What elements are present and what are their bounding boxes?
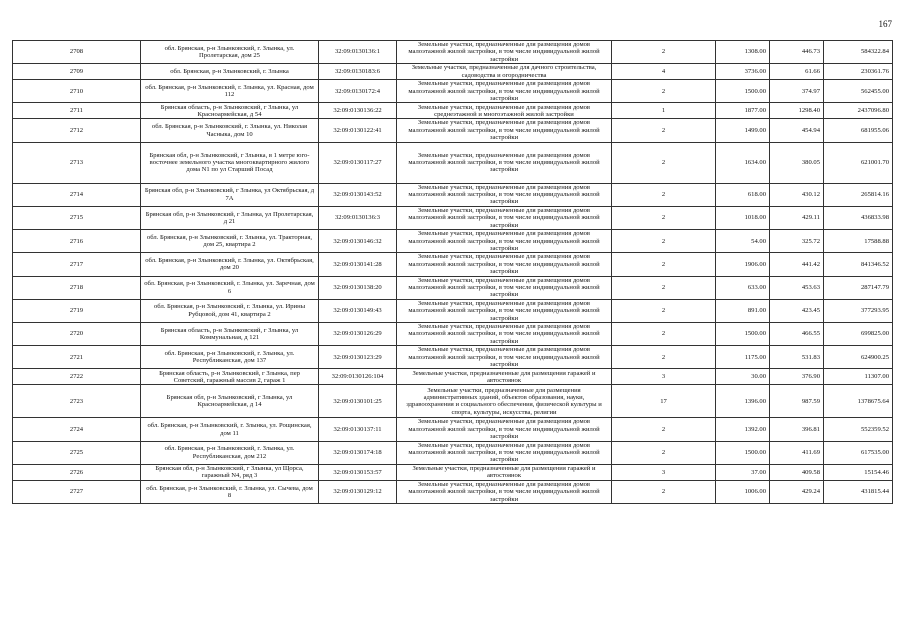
- group-number-cell: 2: [612, 480, 716, 503]
- cadastral-number-cell: 32:09:0130122:41: [319, 119, 397, 142]
- row-id-cell: 2715: [13, 206, 141, 229]
- area-cell: 1877.00: [716, 103, 770, 119]
- specific-value-cell: 531.83: [770, 346, 824, 369]
- table-row: [13, 322, 893, 345]
- cadastral-number-cell: 32:09:0130146:32: [319, 230, 397, 253]
- specific-value-cell: 446.73: [770, 41, 824, 64]
- cadastral-number-cell: 32:09:0130129:12: [319, 480, 397, 503]
- specific-value-cell: 1298.40: [770, 103, 824, 119]
- group-number-cell: 2: [612, 253, 716, 276]
- address-cell: Брянская область, р-н Злынковский, г Злынка, пер Советский, гаражный массив 2, гараж 1: [141, 369, 319, 385]
- specific-value-cell: 454.94: [770, 119, 824, 142]
- address-cell: обл. Брянская, р-н Злынковский, г. Злынка, ул. Пролетарская, дом 25: [141, 41, 319, 64]
- specific-value-cell: 987.59: [770, 385, 824, 418]
- table-row: [13, 418, 893, 441]
- group-number-cell: 2: [612, 119, 716, 142]
- row-id-cell: 2712: [13, 119, 141, 142]
- specific-value-cell: 325.72: [770, 230, 824, 253]
- land-use-cell: Земельные участки, предназначенные для размещения домов малоэтажной жилой застройки, в том числе индивидуальной жилой застройки: [397, 41, 612, 64]
- cadastral-number-cell: 32:09:0130137:11: [319, 418, 397, 441]
- group-number-cell: 2: [612, 230, 716, 253]
- table-row: [13, 464, 893, 480]
- cadastral-number-cell: 32:09:0130117:27: [319, 142, 397, 183]
- row-id-cell: 2726: [13, 464, 141, 480]
- area-cell: 1018.00: [716, 206, 770, 229]
- cadastral-value-cell: 11307.00: [824, 369, 893, 385]
- row-id-cell: 2725: [13, 441, 141, 464]
- row-id-cell: 2723: [13, 385, 141, 418]
- area-cell: 54.00: [716, 230, 770, 253]
- specific-value-cell: 61.66: [770, 64, 824, 80]
- cadastral-number-cell: 32:09:0130149:43: [319, 299, 397, 322]
- specific-value-cell: 374.97: [770, 80, 824, 103]
- table-row: [13, 253, 893, 276]
- land-use-cell: Земельные участки, предназначенные для размещения гаражей и автостоянок: [397, 369, 612, 385]
- group-number-cell: 2: [612, 142, 716, 183]
- table-row: [13, 369, 893, 385]
- row-id-cell: 2709: [13, 64, 141, 80]
- address-cell: Брянская обл, р-н Злынковский, г Злынка, ул Щорса, гаражный N4, ряд 3: [141, 464, 319, 480]
- cadastral-value-cell: 562455.00: [824, 80, 893, 103]
- cadastral-value-cell: 681955.06: [824, 119, 893, 142]
- cadastral-value-cell: 287147.79: [824, 276, 893, 299]
- row-id-cell: 2727: [13, 480, 141, 503]
- address-cell: обл. Брянская, р-н Злынковский, г. Злынка, ул. Николая Часныка, дом 10: [141, 119, 319, 142]
- area-cell: 891.00: [716, 299, 770, 322]
- area-cell: 1500.00: [716, 322, 770, 345]
- address-cell: Брянская область, р-н Злынковский, г Злынка, ул Коммунальная, д 121: [141, 322, 319, 345]
- group-number-cell: 2: [612, 206, 716, 229]
- cadastral-value-cell: 230361.76: [824, 64, 893, 80]
- land-use-cell: Земельные участки, предназначенные для размещения домов малоэтажной жилой застройки, в том числе индивидуальной жилой застройки: [397, 119, 612, 142]
- row-id-cell: 2710: [13, 80, 141, 103]
- address-cell: обл. Брянская, р-н Злынковский, г. Злынка, ул. Октябрьская, дом 20: [141, 253, 319, 276]
- table-body: [13, 41, 893, 504]
- table-row: [13, 346, 893, 369]
- cadastral-value-cell: 431815.44: [824, 480, 893, 503]
- row-id-cell: 2719: [13, 299, 141, 322]
- table-row: [13, 230, 893, 253]
- cadastral-value-cell: 617535.00: [824, 441, 893, 464]
- cadastral-value-cell: 15154.46: [824, 464, 893, 480]
- specific-value-cell: 376.90: [770, 369, 824, 385]
- land-use-cell: Земельные участки, предназначенные для размещения домов малоэтажной жилой застройки, в том числе индивидуальной жилой застройки: [397, 142, 612, 183]
- group-number-cell: 1: [612, 103, 716, 119]
- cadastral-value-cell: 584322.84: [824, 41, 893, 64]
- cadastral-number-cell: 32:09:0130126:104: [319, 369, 397, 385]
- address-cell: обл. Брянская, р-н Злынковский, г. Злынка, ул. Тракторная, дом 25, квартира 2: [141, 230, 319, 253]
- cadastral-number-cell: 32:09:0130123:29: [319, 346, 397, 369]
- group-number-cell: 2: [612, 346, 716, 369]
- table-row: [13, 142, 893, 183]
- cadastral-number-cell: 32:09:0130138:20: [319, 276, 397, 299]
- land-use-cell: Земельные участки, предназначенные для размещения домов малоэтажной жилой застройки, в том числе индивидуальной жилой застройки: [397, 480, 612, 503]
- address-cell: обл. Брянская, р-н Злынковский, г. Злынка, ул. Сычева, дом 8: [141, 480, 319, 503]
- table-row: [13, 480, 893, 503]
- row-id-cell: 2721: [13, 346, 141, 369]
- cadastral-number-cell: 32:09:0130101:25: [319, 385, 397, 418]
- cadastral-value-cell: 377293.95: [824, 299, 893, 322]
- specific-value-cell: 396.81: [770, 418, 824, 441]
- cadastral-number-cell: 32:09:0130141:28: [319, 253, 397, 276]
- specific-value-cell: 429.11: [770, 206, 824, 229]
- area-cell: 1175.00: [716, 346, 770, 369]
- specific-value-cell: 453.63: [770, 276, 824, 299]
- cadastral-value-table: [12, 40, 893, 504]
- land-use-cell: Земельные участки, предназначенные для размещения домов малоэтажной жилой застройки, в том числе индивидуальной жилой застройки: [397, 230, 612, 253]
- cadastral-value-cell: 17588.88: [824, 230, 893, 253]
- page-number: 167: [878, 19, 892, 29]
- group-number-cell: 2: [612, 322, 716, 345]
- land-use-cell: Земельные участки, предназначенные для размещения домов малоэтажной жилой застройки, в том числе индивидуальной жилой застройки: [397, 441, 612, 464]
- row-id-cell: 2722: [13, 369, 141, 385]
- address-cell: обл. Брянская, р-н Злынковский, г. Злынка, ул. Ирины Рубцовой, дом 41, квартира 2: [141, 299, 319, 322]
- specific-value-cell: 430.12: [770, 183, 824, 206]
- cadastral-number-cell: 32:09:0130174:18: [319, 441, 397, 464]
- cadastral-value-cell: 552359.52: [824, 418, 893, 441]
- land-use-cell: Земельные участки, предназначенные для дачного строительства, садоводства и огородничества: [397, 64, 612, 80]
- address-cell: обл. Брянская, р-н Злынковский, г. Злынка, ул. Республиканская, дом 212: [141, 441, 319, 464]
- cadastral-number-cell: 32:09:0130183:6: [319, 64, 397, 80]
- address-cell: обл. Брянская, р-н Злынковский, г. Злынка, ул. Рощинская, дом 11: [141, 418, 319, 441]
- group-number-cell: 2: [612, 183, 716, 206]
- land-use-cell: Земельные участки, предназначенные для размещения домов малоэтажной жилой застройки, в том числе индивидуальной жилой застройки: [397, 183, 612, 206]
- area-cell: 1308.00: [716, 41, 770, 64]
- group-number-cell: 2: [612, 41, 716, 64]
- area-cell: 1396.00: [716, 385, 770, 418]
- cadastral-value-cell: 265814.16: [824, 183, 893, 206]
- land-use-cell: Земельные участки, предназначенные для размещения домов малоэтажной жилой застройки, в том числе индивидуальной жилой застройки: [397, 346, 612, 369]
- area-cell: 1906.00: [716, 253, 770, 276]
- area-cell: 633.00: [716, 276, 770, 299]
- row-id-cell: 2708: [13, 41, 141, 64]
- table-row: [13, 206, 893, 229]
- group-number-cell: 3: [612, 369, 716, 385]
- table-row: [13, 385, 893, 418]
- land-use-cell: Земельные участки, предназначенные для размещения домов малоэтажной жилой застройки, в том числе индивидуальной жилой застройки: [397, 276, 612, 299]
- table-row: [13, 103, 893, 119]
- row-id-cell: 2711: [13, 103, 141, 119]
- address-cell: Брянская обл, р-н Злынковский, г Злынка, ул Красноармейская, д 14: [141, 385, 319, 418]
- table-row: [13, 119, 893, 142]
- cadastral-value-cell: 2437096.80: [824, 103, 893, 119]
- group-number-cell: 2: [612, 441, 716, 464]
- address-cell: обл. Брянская, р-н Злынковский, г. Злынка, ул. Заречная, дом 6: [141, 276, 319, 299]
- land-use-cell: Земельные участки, предназначенные для размещения домов малоэтажной жилой застройки, в том числе индивидуальной жилой застройки: [397, 418, 612, 441]
- cadastral-value-cell: 1378675.64: [824, 385, 893, 418]
- area-cell: 3736.00: [716, 64, 770, 80]
- area-cell: 30.00: [716, 369, 770, 385]
- land-use-cell: Земельные участки, предназначенные для размещения домов малоэтажной жилой застройки, в том числе индивидуальной жилой застройки: [397, 299, 612, 322]
- row-id-cell: 2718: [13, 276, 141, 299]
- area-cell: 1500.00: [716, 80, 770, 103]
- specific-value-cell: 429.24: [770, 480, 824, 503]
- table-row: [13, 183, 893, 206]
- land-use-cell: Земельные участки, предназначенные для размещения домов малоэтажной жилой застройки, в том числе индивидуальной жилой застройки: [397, 206, 612, 229]
- row-id-cell: 2716: [13, 230, 141, 253]
- group-number-cell: 2: [612, 418, 716, 441]
- cadastral-number-cell: 32:09:0130136:1: [319, 41, 397, 64]
- group-number-cell: 17: [612, 385, 716, 418]
- row-id-cell: 2717: [13, 253, 141, 276]
- address-cell: Брянская обл, р-н Злынковский, г Злынка, ул Октябрьская, д 7А: [141, 183, 319, 206]
- group-number-cell: 4: [612, 64, 716, 80]
- cadastral-number-cell: 32:09:0130136:3: [319, 206, 397, 229]
- area-cell: 1006.00: [716, 480, 770, 503]
- group-number-cell: 2: [612, 80, 716, 103]
- table-row: [13, 276, 893, 299]
- cadastral-value-cell: 621001.70: [824, 142, 893, 183]
- area-cell: 37.00: [716, 464, 770, 480]
- area-cell: 1499.00: [716, 119, 770, 142]
- specific-value-cell: 409.58: [770, 464, 824, 480]
- land-use-cell: Земельные участки, предназначенные для размещения домов малоэтажной жилой застройки, в том числе индивидуальной жилой застройки: [397, 322, 612, 345]
- land-use-cell: Земельные участки, предназначенные для размещения домов малоэтажной жилой застройки, в том числе индивидуальной жилой застройки: [397, 80, 612, 103]
- row-id-cell: 2713: [13, 142, 141, 183]
- row-id-cell: 2720: [13, 322, 141, 345]
- area-cell: 1392.00: [716, 418, 770, 441]
- area-cell: 1500.00: [716, 441, 770, 464]
- area-cell: 1634.00: [716, 142, 770, 183]
- row-id-cell: 2714: [13, 183, 141, 206]
- land-use-cell: Земельные участки, предназначенные для размещения домов среднеэтажной и многоэтажной жилой застройки: [397, 103, 612, 119]
- cadastral-number-cell: 32:09:0130136:22: [319, 103, 397, 119]
- land-use-cell: Земельные участки, предназначенные для размещения гаражей и автостоянок: [397, 464, 612, 480]
- table-row: [13, 441, 893, 464]
- cadastral-number-cell: 32:09:0130172:4: [319, 80, 397, 103]
- table-row: [13, 80, 893, 103]
- address-cell: Брянская обл, р-н Злынковский, г Злынка, в 1 метре юго-восточнее земельного участка многоквартирного жилого дома N1 по ул Старший Посад: [141, 142, 319, 183]
- cadastral-value-cell: 699825.00: [824, 322, 893, 345]
- address-cell: обл. Брянская, р-н Злынковский, г. Злынка, ул. Красная, дом 112: [141, 80, 319, 103]
- row-id-cell: 2724: [13, 418, 141, 441]
- address-cell: обл. Брянская, р-н Злынковский, г. Злынка: [141, 64, 319, 80]
- table-row: [13, 41, 893, 64]
- cadastral-number-cell: 32:09:0130143:52: [319, 183, 397, 206]
- land-use-cell: Земельные участки, предназначенные для размещения домов малоэтажной жилой застройки, в том числе индивидуальной жилой застройки: [397, 253, 612, 276]
- specific-value-cell: 466.55: [770, 322, 824, 345]
- table-row: [13, 64, 893, 80]
- land-use-cell: Земельные участки, предназначенные для размещения административных зданий, объектов образования, науки, здравоохранения и социального обеспечения, физической культуры и спорта, культуры, искусства, религии: [397, 385, 612, 418]
- address-cell: обл. Брянская, р-н Злынковский, г. Злынка, ул. Республиканская, дом 137: [141, 346, 319, 369]
- cadastral-value-cell: 841346.52: [824, 253, 893, 276]
- specific-value-cell: 380.05: [770, 142, 824, 183]
- cadastral-value-cell: 624900.25: [824, 346, 893, 369]
- specific-value-cell: 423.45: [770, 299, 824, 322]
- address-cell: Брянская обл, р-н Злынковский, г Злынка, ул Пролетарская, д 21: [141, 206, 319, 229]
- specific-value-cell: 411.69: [770, 441, 824, 464]
- table-row: [13, 299, 893, 322]
- group-number-cell: 2: [612, 299, 716, 322]
- cadastral-number-cell: 32:09:0130126:29: [319, 322, 397, 345]
- area-cell: 618.00: [716, 183, 770, 206]
- specific-value-cell: 441.42: [770, 253, 824, 276]
- group-number-cell: 2: [612, 276, 716, 299]
- cadastral-value-cell: 436833.98: [824, 206, 893, 229]
- cadastral-number-cell: 32:09:0130153:57: [319, 464, 397, 480]
- address-cell: Брянская область, р-н Злынковский, г Злынка, ул Красноармейская, д 54: [141, 103, 319, 119]
- group-number-cell: 3: [612, 464, 716, 480]
